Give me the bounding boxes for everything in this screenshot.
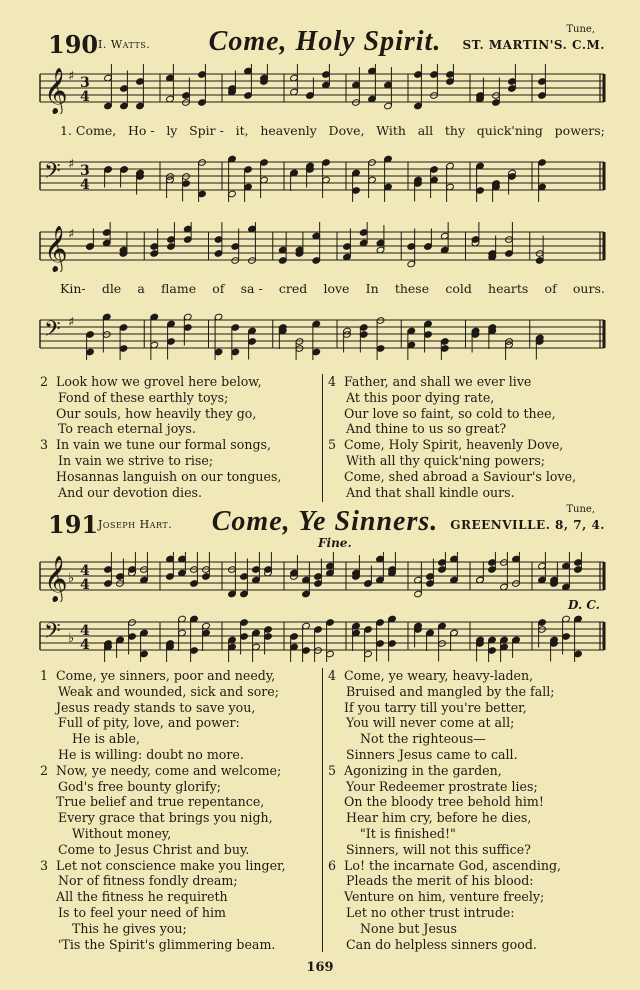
verse-text: On the bloody tree behold him! bbox=[344, 794, 544, 810]
verse-line bbox=[40, 453, 320, 469]
verse-line bbox=[328, 374, 600, 390]
verse-text: Bruised and mangled by the fall; bbox=[346, 683, 555, 699]
verse-line bbox=[328, 421, 600, 437]
column-divider bbox=[322, 374, 323, 502]
verse-text: And that shall kindle ours. bbox=[346, 484, 515, 500]
tune-name: GREENVILLE. 8, 7, 4. bbox=[450, 518, 605, 532]
verse-line bbox=[328, 873, 600, 889]
hymn-title: Come, Holy Spirit. bbox=[208, 26, 442, 57]
verses-right-column bbox=[328, 668, 600, 952]
verse-line bbox=[40, 747, 320, 763]
lyric-syllable: of bbox=[212, 281, 225, 296]
verse-text: Come, Holy Spirit, heavenly Dove, bbox=[344, 437, 564, 453]
verse-text: With all thy quick'ning powers; bbox=[346, 452, 546, 468]
lyric-syllable: Ho - bbox=[127, 123, 155, 138]
verse-line bbox=[40, 390, 320, 406]
verse-line bbox=[40, 937, 320, 953]
lyric-syllable: sa - bbox=[240, 281, 263, 296]
verse-text: Nor of fitness fondly dream; bbox=[58, 873, 238, 889]
hymn-number: 190 bbox=[48, 30, 99, 59]
lyric-syllable: all bbox=[417, 123, 434, 138]
music-system-191-2 bbox=[36, 612, 608, 662]
verses-left-column bbox=[40, 374, 320, 500]
verse-line bbox=[328, 937, 600, 953]
verse-text: Our souls, how heavily they go, bbox=[56, 405, 257, 421]
lyric-syllable: dle bbox=[101, 281, 122, 296]
verse-line bbox=[40, 668, 320, 684]
verse-text: Come, ye sinners, poor and needy, bbox=[56, 668, 276, 683]
verse-text: "It is finished!" bbox=[360, 825, 456, 841]
verse-text: All the fitness he requireth bbox=[56, 889, 228, 905]
verse-line bbox=[40, 763, 320, 779]
time-signature-top-icon: 4 bbox=[80, 563, 90, 579]
lyric-syllable: powers; bbox=[554, 123, 605, 138]
verse-line bbox=[40, 794, 320, 810]
lyric-syllable: thy bbox=[444, 123, 466, 138]
lyric-syllable: Dove, bbox=[328, 123, 365, 138]
music-system-190-3 bbox=[36, 222, 608, 272]
verse-line bbox=[328, 469, 600, 485]
verse-line bbox=[40, 858, 320, 874]
verse-text: He is able, bbox=[72, 731, 140, 747]
bass-clef-icon: 𝄢 bbox=[44, 619, 61, 649]
treble-clef-icon: 𝄞 bbox=[44, 226, 68, 272]
bass-staff bbox=[36, 310, 608, 360]
tune-label: Tune, bbox=[566, 24, 595, 35]
verse-text: Venture on him, venture freely; bbox=[344, 889, 545, 905]
verse-text: And our devotion dies. bbox=[58, 484, 202, 500]
verse-line bbox=[40, 437, 320, 453]
verse-line bbox=[328, 779, 600, 795]
hymn-title: Come, Ye Sinners. bbox=[211, 506, 439, 537]
verse-text: Jesus ready stands to save you, bbox=[56, 699, 256, 715]
verse-line bbox=[40, 421, 320, 437]
verse-text: If you tarry till you're better, bbox=[344, 699, 527, 715]
verse-text: At this poor dying rate, bbox=[346, 389, 495, 405]
verse-text: Weak and wounded, sick and sore; bbox=[58, 683, 279, 699]
verse-number: 1 bbox=[40, 668, 49, 683]
verse-line bbox=[328, 668, 600, 684]
verse-number: 2 bbox=[40, 374, 49, 389]
verse-text: Hear him cry, before he dies, bbox=[346, 810, 532, 826]
verse-number: 5 bbox=[328, 762, 337, 778]
verse-text: Our love so faint, so cold to thee, bbox=[344, 405, 556, 421]
verse-text: Can do helpless sinners good. bbox=[346, 936, 537, 952]
lyric-syllable: 1. Come, bbox=[60, 123, 117, 138]
verse-text: Every grace that brings you nigh, bbox=[58, 810, 273, 826]
verse-line bbox=[328, 485, 600, 501]
verse-text: Pleads the merit of his blood: bbox=[346, 873, 534, 889]
hymn-191-verses bbox=[40, 668, 600, 952]
verse-line bbox=[40, 779, 320, 795]
verse-text: None but Jesus bbox=[360, 920, 457, 936]
verse-line bbox=[40, 889, 320, 905]
verse-text: He is willing: doubt no more. bbox=[58, 746, 244, 762]
sharp-key-icon: ♯ bbox=[68, 315, 75, 330]
verse-text: Full of pity, love, and power: bbox=[58, 715, 240, 731]
verse-text: Not the righteous— bbox=[360, 731, 486, 747]
lyric-syllable: these bbox=[394, 281, 430, 296]
music-system-190-4 bbox=[36, 310, 608, 360]
verse-line bbox=[328, 715, 600, 731]
lyric-syllable: Spir - bbox=[189, 123, 224, 138]
verse-line bbox=[328, 842, 600, 858]
verse-text: Hosannas languish on our tongues, bbox=[56, 468, 282, 484]
verse-line bbox=[328, 826, 600, 842]
lyric-syllable: flame bbox=[161, 281, 197, 296]
verse-line bbox=[328, 700, 600, 716]
verse-line bbox=[40, 469, 320, 485]
tune-label: Tune, bbox=[566, 504, 595, 515]
verse-number: 3 bbox=[40, 857, 49, 873]
verses-right-column bbox=[328, 374, 600, 500]
lyric-syllable: cred bbox=[278, 281, 308, 296]
verse-text: Fond of these earthly toys; bbox=[58, 389, 229, 405]
verse-text: This he gives you; bbox=[72, 920, 187, 936]
verse-text: Sinners, will not this suffice? bbox=[346, 841, 531, 857]
verse-text: Look how we grovel here below, bbox=[56, 374, 262, 389]
verse-text: Come to Jesus Christ and buy. bbox=[58, 841, 250, 857]
treble-staff bbox=[36, 64, 608, 114]
verse-line bbox=[328, 858, 600, 874]
verse-text: Without money, bbox=[72, 825, 172, 841]
verse-number: 6 bbox=[328, 857, 337, 873]
verse-line bbox=[328, 921, 600, 937]
verse-number: 2 bbox=[40, 762, 49, 778]
verse-line bbox=[40, 905, 320, 921]
time-signature-bottom-icon: 4 bbox=[80, 637, 90, 653]
verse-line bbox=[328, 390, 600, 406]
verse-line bbox=[40, 826, 320, 842]
verse-line bbox=[40, 810, 320, 826]
bass-staff bbox=[36, 152, 608, 202]
hymn-number: 191 bbox=[48, 510, 99, 539]
time-signature-top-icon: 4 bbox=[80, 623, 90, 639]
verse-text: Agonizing in the garden, bbox=[344, 762, 502, 778]
verse-line bbox=[40, 700, 320, 716]
verse-text: Now, ye needy, come and welcome; bbox=[56, 762, 282, 778]
lyric-syllable: ly bbox=[166, 123, 178, 138]
sharp-key-icon: ♯ bbox=[68, 69, 75, 84]
music-system-190-2 bbox=[36, 152, 608, 202]
bass-clef-icon: 𝄢 bbox=[44, 159, 61, 189]
verse-line bbox=[328, 794, 600, 810]
verse-line bbox=[40, 684, 320, 700]
lyric-syllable: In bbox=[365, 281, 379, 296]
hymn-author: Joseph Hart. bbox=[98, 518, 173, 531]
verse-line bbox=[328, 747, 600, 763]
verse-line bbox=[40, 406, 320, 422]
verse-text: Let no other trust intrude: bbox=[346, 904, 515, 920]
verse-line bbox=[40, 873, 320, 889]
treble-clef-icon: 𝄞 bbox=[44, 68, 68, 114]
treble-staff bbox=[36, 222, 608, 272]
verse-line bbox=[328, 684, 600, 700]
lyric-syllable: ours. bbox=[572, 281, 605, 296]
bass-staff bbox=[36, 612, 608, 662]
lyric-syllable: Kin- bbox=[60, 281, 86, 296]
hymn-190-verses bbox=[40, 374, 600, 502]
lyric-syllable: heavenly bbox=[260, 123, 317, 138]
verse-line bbox=[40, 374, 320, 390]
time-signature-top-icon: 3 bbox=[80, 163, 90, 179]
sharp-key-icon: ♯ bbox=[68, 157, 75, 172]
verse-text: True belief and true repentance, bbox=[56, 794, 265, 810]
verse-text: Come, ye weary, heavy-laden, bbox=[344, 668, 534, 683]
treble-clef-icon: 𝄞 bbox=[44, 556, 68, 602]
lyric-syllable: With bbox=[376, 123, 406, 138]
verse-line bbox=[40, 921, 320, 937]
lyric-syllable: a bbox=[137, 281, 145, 296]
time-signature-top-icon: 3 bbox=[80, 75, 90, 91]
treble-staff bbox=[36, 552, 608, 602]
page-number: 169 bbox=[306, 960, 334, 975]
lyric-syllable: it, bbox=[235, 123, 249, 138]
lyric-line-190-1 bbox=[60, 123, 605, 138]
hymn-190-header bbox=[40, 26, 605, 66]
dc-marking: D. C. bbox=[568, 598, 600, 612]
flat-key-icon: ♭ bbox=[68, 571, 75, 586]
verse-line bbox=[328, 889, 600, 905]
verse-text: Sinners Jesus came to call. bbox=[346, 746, 518, 762]
verse-text: Is to feel your need of him bbox=[58, 904, 226, 920]
verse-text: Your Redeemer prostrate lies; bbox=[346, 778, 538, 794]
tune-name: ST. MARTIN'S. C.M. bbox=[462, 38, 605, 52]
time-signature-bottom-icon: 4 bbox=[80, 177, 90, 193]
time-signature-bottom-icon: 4 bbox=[80, 89, 90, 105]
verse-line bbox=[328, 810, 600, 826]
verse-line bbox=[40, 715, 320, 731]
bass-clef-icon: 𝄢 bbox=[44, 317, 61, 347]
verse-text: 'Tis the Spirit's glimmering beam. bbox=[58, 936, 276, 952]
hymn-author: I. Watts. bbox=[98, 38, 151, 51]
verse-text: Father, and shall we ever live bbox=[344, 374, 532, 389]
verse-line bbox=[328, 406, 600, 422]
verse-line bbox=[328, 453, 600, 469]
verse-line bbox=[328, 437, 600, 453]
verse-number: 3 bbox=[40, 437, 49, 453]
lyric-syllable: quick'ning bbox=[476, 123, 543, 138]
verse-line bbox=[40, 731, 320, 747]
verse-line bbox=[40, 485, 320, 501]
verse-text: God's free bounty glorify; bbox=[58, 778, 222, 794]
verse-number: 4 bbox=[328, 374, 337, 389]
verse-text: And thine to us so great? bbox=[346, 421, 507, 437]
lyric-syllable: hearts bbox=[488, 281, 529, 296]
sharp-key-icon: ♯ bbox=[68, 227, 75, 242]
verse-text: To reach eternal joys. bbox=[58, 421, 196, 437]
lyric-syllable: of bbox=[544, 281, 557, 296]
verse-text: You will never come at all; bbox=[346, 715, 515, 731]
lyric-syllable: love bbox=[323, 281, 350, 296]
verse-text: In vain we tune our formal songs, bbox=[56, 437, 271, 453]
fine-marking: Fine. bbox=[318, 536, 352, 550]
lyric-syllable: cold bbox=[445, 281, 472, 296]
verses-left-column bbox=[40, 668, 320, 952]
verse-line bbox=[328, 763, 600, 779]
lyric-line-190-2 bbox=[60, 281, 605, 296]
verse-number: 5 bbox=[328, 437, 337, 453]
verse-line bbox=[328, 731, 600, 747]
verse-line bbox=[328, 905, 600, 921]
time-signature-bottom-icon: 4 bbox=[80, 577, 90, 593]
column-divider bbox=[322, 668, 323, 952]
verse-text: Come, shed abroad a Saviour's love, bbox=[344, 468, 577, 484]
verse-number: 4 bbox=[328, 668, 337, 683]
verse-text: Let not conscience make you linger, bbox=[56, 857, 286, 873]
music-system-190-1 bbox=[36, 64, 608, 114]
flat-key-icon: ♭ bbox=[68, 631, 75, 646]
verse-line bbox=[40, 842, 320, 858]
verse-text: Lo! the incarnate God, ascending, bbox=[344, 857, 562, 873]
verse-text: In vain we strive to rise; bbox=[58, 452, 214, 468]
music-system-191-1 bbox=[36, 552, 608, 602]
